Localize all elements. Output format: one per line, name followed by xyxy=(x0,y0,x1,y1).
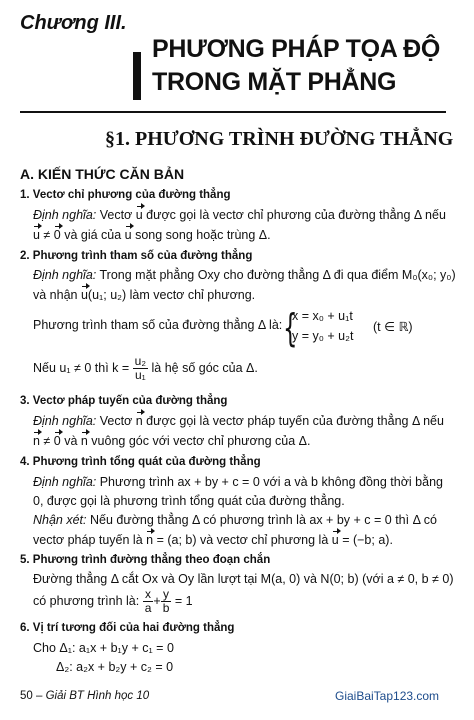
s6-line-1: Cho Δ₁: a₁x + b₁y + c₁ = 0 xyxy=(33,641,174,655)
fraction-numerator: u₂ xyxy=(134,354,147,368)
page-number: 50 – xyxy=(20,690,46,702)
text: được gọi là vectơ chỉ phương của đường thẳng Δ nếu xyxy=(142,208,446,222)
s4-line-1 xyxy=(33,475,443,489)
s2-line-2 xyxy=(33,288,255,302)
param-eq-x: x = x₀ + u₁t xyxy=(292,309,353,323)
s4-line-3 xyxy=(33,513,437,527)
s2-line-1 xyxy=(33,268,456,282)
text: Vectơ xyxy=(96,208,136,222)
heading-6: 6. Vị trí tương đối của hai đường thẳng xyxy=(20,622,235,634)
text: và xyxy=(60,434,81,448)
param-eq-y: y = y₀ + u₂t xyxy=(292,329,354,343)
text: = 1 xyxy=(171,593,193,608)
text: là hệ số góc của Δ. xyxy=(148,360,258,375)
definition-label: Định nghĩa: xyxy=(33,414,97,428)
text: = (a; b) và vectơ chỉ phương là xyxy=(153,533,332,547)
fraction-denominator: b xyxy=(162,601,170,615)
title-divider xyxy=(20,111,446,113)
fraction-denominator: u₁ xyxy=(134,368,146,382)
page-footer xyxy=(20,690,149,702)
chapter-title-line-2: TRONG MẶT PHẲNG xyxy=(152,68,397,96)
vector-u: u xyxy=(124,228,132,242)
text: và giá của xyxy=(60,228,125,242)
text: song song hoặc trùng Δ. xyxy=(131,228,271,242)
section-title: §1. PHƯƠNG TRÌNH ĐƯỜNG THẲNG xyxy=(105,128,454,150)
s4-line-2: 0, được gọi là phương trình tổng quát của đường thẳng. xyxy=(33,494,345,508)
fraction-numerator: x xyxy=(143,588,154,602)
vector-u: u xyxy=(33,228,40,242)
note-label: Nhận xét: xyxy=(33,513,87,527)
fraction-denominator: a xyxy=(144,601,152,615)
vector-n: n xyxy=(80,434,88,448)
vector-n: n xyxy=(33,434,40,448)
s4-line-4 xyxy=(33,533,393,547)
s3-line-1 xyxy=(33,414,444,428)
fraction-y-over-b xyxy=(161,588,172,615)
chapter-label: Chương III. xyxy=(20,12,127,34)
system-brace: { xyxy=(283,306,298,350)
text: và nhận xyxy=(33,288,81,302)
text: vectơ pháp tuyến là xyxy=(33,533,147,547)
s6-line-2: Δ₂: a₂x + b₂y + c₂ = 0 xyxy=(56,660,174,674)
s1-line-2 xyxy=(33,228,271,242)
vector-zero: 0 xyxy=(53,228,61,242)
definition-label: Định nghĩa: xyxy=(33,208,97,222)
vector-u: u xyxy=(80,288,88,302)
text: có phương trình là: xyxy=(33,593,143,608)
slope-line xyxy=(33,355,258,382)
text: vuông góc với vectơ chỉ phương của Δ. xyxy=(87,434,311,448)
text: Nếu đường thẳng Δ có phương trình là ax + by + c = 0 thì Δ có xyxy=(86,513,437,527)
book-title: Giải BT Hình học 10 xyxy=(45,690,150,702)
vector-n: n xyxy=(135,414,143,428)
s1-line-1 xyxy=(33,208,446,222)
plus-sign: + xyxy=(153,593,161,608)
param-eq-label: Phương trình tham số của đường thẳng Δ là: xyxy=(33,318,283,332)
chapter-title-line-1: PHƯƠNG PHÁP TỌA ĐỘ xyxy=(152,35,441,63)
s3-line-2 xyxy=(33,434,311,448)
heading-5: 5. Phương trình đường thẳng theo đoạn chắn xyxy=(20,554,271,566)
s5-line-2 xyxy=(33,588,193,615)
heading-3: 3. Vectơ pháp tuyến của đường thẳng xyxy=(20,395,228,407)
slope-fraction xyxy=(133,355,148,382)
vector-n: n xyxy=(146,533,154,547)
definition-label: Định nghĩa: xyxy=(33,268,97,282)
title-bar-decoration xyxy=(133,52,141,100)
text: ≠ xyxy=(39,434,54,448)
text: được gọi là vectơ pháp tuyến của đường thẳng Δ nếu xyxy=(142,414,444,428)
text: Phương trình ax + by + c = 0 với a và b không đồng thời bằng xyxy=(96,475,443,489)
watermark: GiaiBaiTap123.com xyxy=(335,689,440,703)
part-a-heading: A. KIẾN THỨC CĂN BẢN xyxy=(20,166,185,182)
definition-label: Định nghĩa: xyxy=(33,475,97,489)
fraction-x-over-a xyxy=(143,588,154,615)
text: Trong mặt phẳng Oxy cho đường thẳng Δ đi qua điểm M₀(x₀; y₀) xyxy=(96,268,456,282)
vector-zero: 0 xyxy=(53,434,61,448)
text: (u₁; u₂) làm vectơ chỉ phương. xyxy=(87,288,256,302)
vector-u: u xyxy=(135,208,143,222)
text: ≠ xyxy=(39,228,54,242)
vector-u: u xyxy=(331,533,339,547)
heading-2: 2. Phương trình tham số của đường thẳng xyxy=(20,250,253,262)
fraction-numerator: y xyxy=(161,588,172,602)
heading-4: 4. Phương trình tổng quát của đường thẳng xyxy=(20,456,261,468)
s5-line-1: Đường thẳng Δ cắt Ox và Oy lần lượt tại M(a, 0) và N(0; b) (với a ≠ 0, b ≠ 0) xyxy=(33,572,454,586)
text: Vectơ xyxy=(96,414,136,428)
heading-1: 1. Vectơ chỉ phương của đường thẳng xyxy=(20,189,231,201)
param-condition: (t ∈ ℝ) xyxy=(373,320,413,334)
text: Nếu u₁ ≠ 0 thì k = xyxy=(33,360,133,375)
text: = (−b; a). xyxy=(338,533,393,547)
